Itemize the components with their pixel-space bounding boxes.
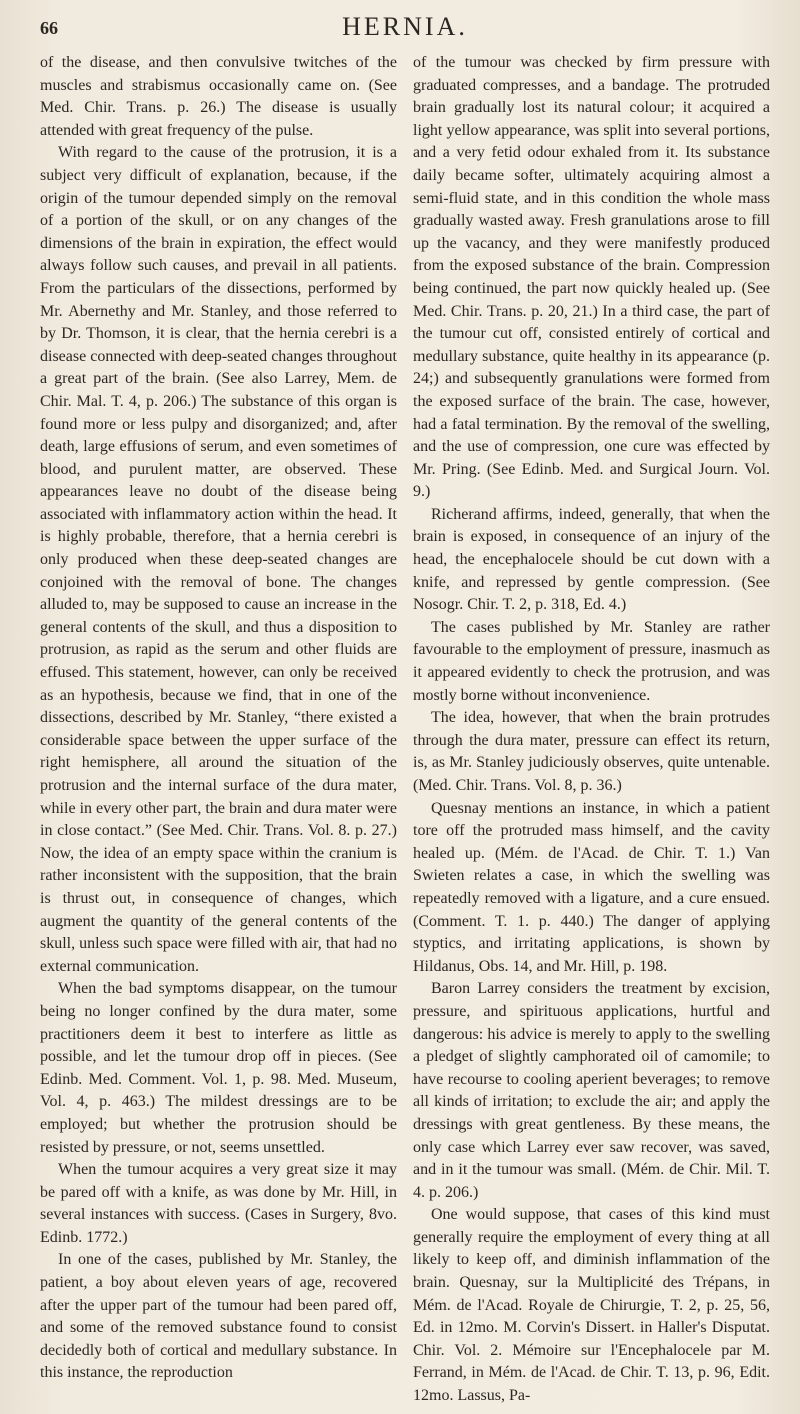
paragraph: Richerand affirms, indeed, generally, that when the brain is exposed, in consequence of an injury of the head, the encephalocele should be cut down with a knife, and repressed by gentle compression. (See Nosogr. Chir. T. 2, p. 318, Ed. 4.) xyxy=(413,505,770,614)
paragraph: Quesnay mentions an instance, in which a patient tore off the protruded mass himself, and the cavity healed up. (Mém. de l'Acad. de Chir. T. 1.) Van Swieten relates a case, in which the swelling was repeatedly removed with a ligature, and a cure ensued. (Comment. T. 1. p. 440.) The danger of applying styptics, and irritating applications, is shown by Hildanus, Obs. 14, and Mr. Hill, p. 198. xyxy=(413,799,770,975)
left-column xyxy=(40,52,397,1408)
paragraph: In one of the cases, published by Mr. Stanley, the patient, a boy about eleven years of age, recovered after the upper part of the tumour had been pared off, and some of the removed substance found to consist decidedly both of cortical and medullary substance. In this instance, the reproduction xyxy=(40,1251,397,1382)
paragraph: of the disease, and then convulsive twitches of the muscles and strabismus occasionally came on. (See Med. Chir. Trans. p. 26.) The disease is usually attended with great frequency of the pulse. xyxy=(40,54,397,139)
paragraph: When the tumour acquires a very great size it may be pared off with a knife, as was done by Mr. Hill, in several instances with success. (Cases in Surgery, 8vo. Edinb. 1772.) xyxy=(40,1161,397,1246)
paragraph: The cases published by Mr. Stanley are rather favourable to the employment of pressure, inasmuch as it appeared evidently to check the protrusion, and was mostly borne without inconvenience. xyxy=(413,618,770,704)
page-number: 66 xyxy=(40,18,58,38)
page-header xyxy=(40,12,770,52)
paragraph: of the tumour was checked by firm pressure with graduated compresses, and a bandage. The protruded brain gradually lost its natural colour; it acquired a light yellow appearance, was split into several portions, and a very fetid odour exhaled from it. Its substance daily became softer, ultimately acquiring almost a semi-fluid state, and in this condition the whole mass gradually wasted away. Fresh granulations arose to fill up the vacancy, and they were manifestly produced from the exposed substance of the brain. Compression being continued, the part now quickly healed up. (See Med. Chir. Trans. p. 20, 21.) In a third case, the part of the tumour cut off, consisted entirely of cortical and medullary substance, quite healthy in its appearance (p. 24;) and subsequently granulations were formed from the exposed surface of the brain. The case, however, had a fatal termination. By the removal of the swelling, and the use of compression, one cure was effected by Mr. Pring. (See Edinb. Med. and Surgical Journ. Vol. 9.) xyxy=(413,54,770,501)
running-head: HERNIA. xyxy=(342,12,468,41)
paragraph: Baron Larrey considers the treatment by excision, pressure, and spirituous applications, hurtful and dangerous: his advice is merely to apply to the swelling a pledget of slightly camphorated oil of camomile; to have recourse to cooling aperient beverages; to remove all kinds of irritation; to exclude the air; and apply the dressings with great gentleness. By these means, the only case which Larrey ever saw recover, was saved, and in it the tumour was small. (Mém. de Chir. Mil. T. 4. p. 206.) xyxy=(413,980,770,1201)
right-column xyxy=(413,52,770,1408)
text-columns xyxy=(40,52,770,1408)
paragraph: One would suppose, that cases of this kind must generally require the employment of every thing at all likely to keep off, and diminish inflammation of the brain. Quesnay, sur la Multiplicité des Trépans, in Mém. de l'Acad. Royale de Chirurgie, T. 2, p. 25, 56, Ed. in 12mo. M. Corvin's Dissert. in Haller's Disputat. Chir. Vol. 2. Mémoire sur l'Encephalocele par M. Ferrand, in Mém. de l'Acad. de Chir. T. 13, p. 96, Edit. 12mo. Lassus, Pa- xyxy=(413,1206,770,1405)
paragraph: The idea, however, that when the brain protrudes through the dura mater, pressure can effect its return, is, as Mr. Stanley judiciously observes, quite untenable. (Med. Chir. Trans. Vol. 8, p. 36.) xyxy=(413,709,770,794)
paragraph: With regard to the cause of the protrusion, it is a subject very difficult of explanation, because, if the origin of the tumour depended simply on the removal of a portion of the skull, or on any changes of the dimensions of the brain in expiration, the effect would always follow such causes, and prevail in all patients. From the particulars of the dissections, performed by Mr. Abernethy and Mr. Stanley, and those referred to by Dr. Thomson, it is clear, that the hernia cerebri is a disease connected with deep-seated changes throughout a great part of the brain. (See also Larrey, Mem. de Chir. Mal. T. 4, p. 206.) The substance of this organ is found more or less pulpy and disorganized; and, after death, large effusions of serum, and even sometimes of blood, and purulent matter, are observed. These appearances leave no doubt of the disease being associated with inflammatory action within the head. It is highly probable, therefore, that a hernia cerebri is only produced when these deep-seated changes are conjoined with the removal of bone. The changes alluded to, may be supposed to cause an increase in the general contents of the skull, and thus a disposition to protrusion, as rapid as the serum and other fluids are effused. This statement, however, can only be received as an hypothesis, because we find, that in one of the dissections, described by Mr. Stanley, “there existed a considerable space between the upper surface of the right hemisphere, all around the situation of the protrusion and the internal surface of the dura mater, while in every other part, the brain and dura mater were in close contact.” (See Med. Chir. Trans. Vol. 8. p. 27.) Now, the idea of an empty space within the cranium is rather inconsistent with the supposition, that the brain is thrust out, in consequence of changes, which augment the quantity of the general contents of the skull, unless such space were filled with air, that had no external communication. xyxy=(40,144,397,975)
paragraph: When the bad symptoms disappear, on the tumour being no longer confined by the dura mater, some practitioners deem it best to interfere as little as possible, and let the tumour drop off in pieces. (See Edinb. Med. Comment. Vol. 1, p. 98. Med. Museum, Vol. 4, p. 463.) The mildest dressings are to be employed; but whether the protrusion should be resisted by pressure, or not, seems unsettled. xyxy=(40,980,397,1156)
